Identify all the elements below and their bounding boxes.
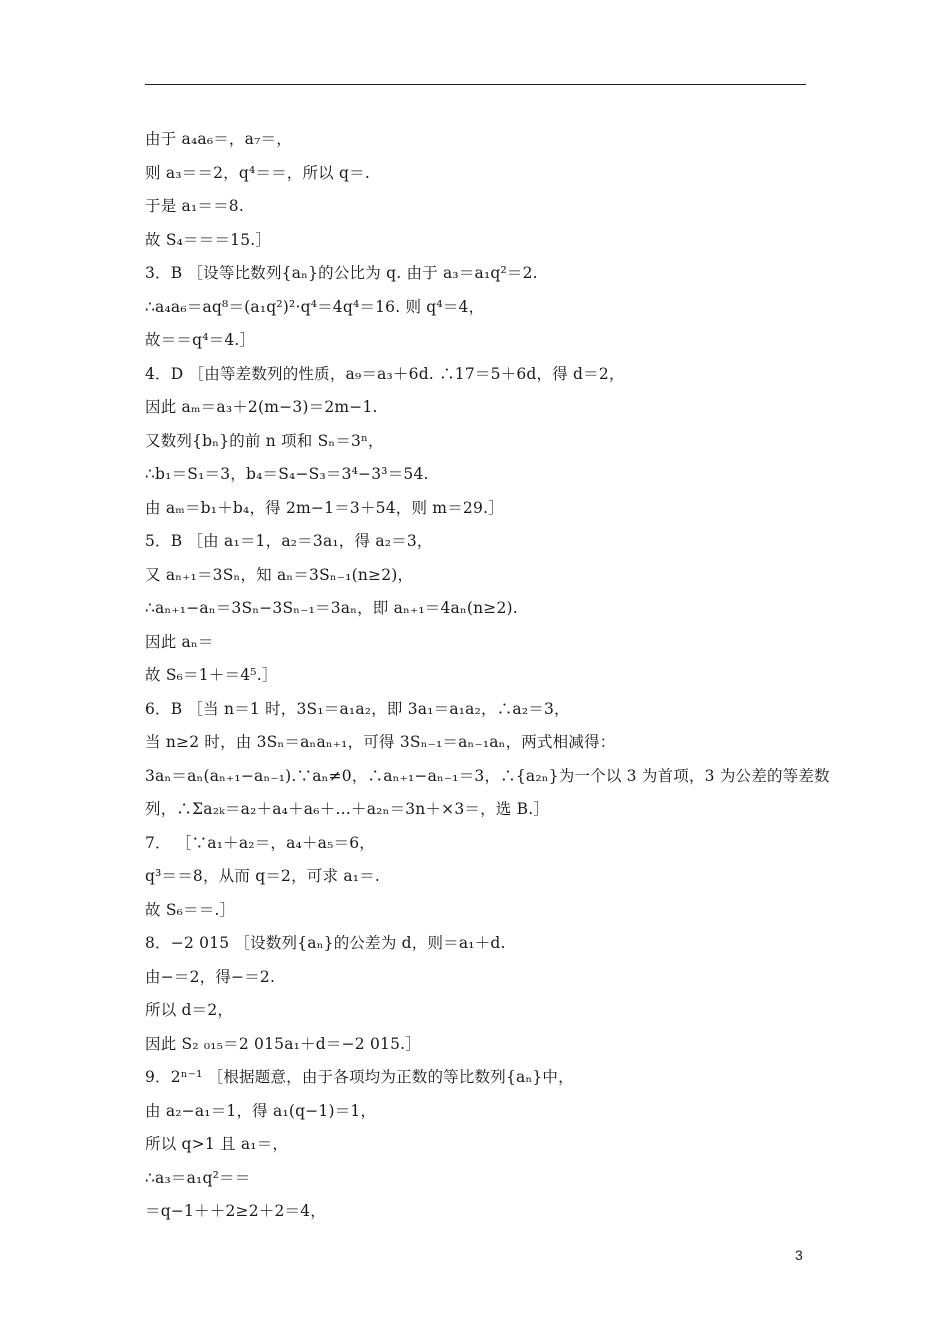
text-line: q³＝＝8，从而 q＝2，可求 a₁＝. (145, 867, 381, 885)
text-line: 由 a₂−a₁＝1，得 a₁(q−1)＝1， (145, 1101, 377, 1120)
document-body (145, 123, 830, 1229)
text-line: ∴a₄a₆＝aq⁸＝(a₁q²)²·q⁴＝4q⁴＝16. 则 q⁴＝4， (145, 297, 485, 316)
text-line: 于是 a₁＝＝8. (145, 197, 244, 215)
text-line: 当 n≥2 时，由 3Sₙ＝aₙaₙ₊₁，可得 3Sₙ₋₁＝aₙ₋₁aₙ，两式相减得： (145, 733, 616, 751)
text-line: 所以 q>1 且 a₁＝， (145, 1135, 289, 1153)
text-line: ＝q−1＋＋2≥2＋2＝4， (145, 1202, 327, 1220)
text-line: 故 S₆＝＝.］ (145, 900, 236, 919)
text-line: 所以 d＝2， (145, 1001, 234, 1019)
header-rule (145, 84, 806, 85)
text-line: 7． ［∵a₁＋a₂＝，a₄＋a₅＝6， (145, 833, 375, 852)
text-line: 故＝＝q⁴＝4.］ (145, 331, 256, 349)
text-line: 9．2ⁿ⁻¹ ［根据题意，由于各项均为正数的等比数列{aₙ}中， (145, 1068, 574, 1086)
text-line: 由 aₘ＝b₁＋b₄，得 2m−1＝3＋54，则 m＝29.］ (145, 498, 504, 517)
text-line: 8．−2 015 ［设数列{aₙ}的公差为 d，则＝a₁＋d. (145, 934, 506, 952)
text-line: 6．B ［当 n＝1 时，3S₁＝a₁a₂，即 3a₁＝a₁a₂，∴a₂＝3， (145, 699, 570, 718)
text-line: 故 S₄＝＝＝15.］ (145, 230, 272, 249)
text-line: 3aₙ＝aₙ(aₙ₊₁−aₙ₋₁).∵aₙ≠0，∴aₙ₊₁−aₙ₋₁＝3，∴{a₂ₙ}为一个以 3 为首项，3 为公差的等差数 (145, 766, 830, 785)
text-line: 由−＝2，得−＝2. (145, 967, 276, 986)
text-line: ∴b₁＝S₁＝3，b₄＝S₄−S₃＝3⁴−3³＝54. (145, 465, 429, 483)
text-line: 5．B ［由 a₁＝1，a₂＝3a₁，得 a₂＝3， (145, 532, 433, 550)
text-line: 因此 aₙ＝ (145, 632, 214, 651)
text-line: 因此 S₂ ₀₁₅＝2 015a₁＋d＝−2 015.］ (145, 1034, 421, 1053)
text-line: 故 S₆＝1＋＝4⁵.］ (145, 666, 278, 684)
page-number: 3 (795, 1247, 803, 1263)
text-line: 又数列{bₙ}的前 n 项和 Sₙ＝3ⁿ， (145, 431, 384, 450)
text-line: 3．B ［设等比数列{aₙ}的公比为 q. 由于 a₃＝a₁q²＝2. (145, 264, 538, 282)
text-line: ∴aₙ₊₁−aₙ＝3Sₙ−3Sₙ₋₁＝3aₙ，即 aₙ₊₁＝4aₙ(n≥2). (145, 599, 518, 617)
text-line: 4．D ［由等差数列的性质，a₉＝a₃＋6d. ∴17＝5＋6d，得 d＝2， (145, 364, 625, 383)
text-line: 因此 aₘ＝a₃＋2(m−3)＝2m−1. (145, 398, 378, 416)
text-line: 又 aₙ₊₁＝3Sₙ，知 aₙ＝3Sₙ₋₁(n≥2)， (145, 565, 414, 584)
text-line: 则 a₃＝＝2，q⁴＝＝，所以 q＝. (145, 163, 370, 182)
text-line: ∴a₃＝a₁q²＝＝ (145, 1168, 251, 1187)
text-line: 由于 a₄a₆＝，a₇＝， (145, 130, 292, 148)
text-line: 列，∴Σa₂ₖ＝a₂＋a₄＋a₆＋…＋a₂ₙ＝3n＋×3＝，选 B.］ (145, 800, 550, 818)
